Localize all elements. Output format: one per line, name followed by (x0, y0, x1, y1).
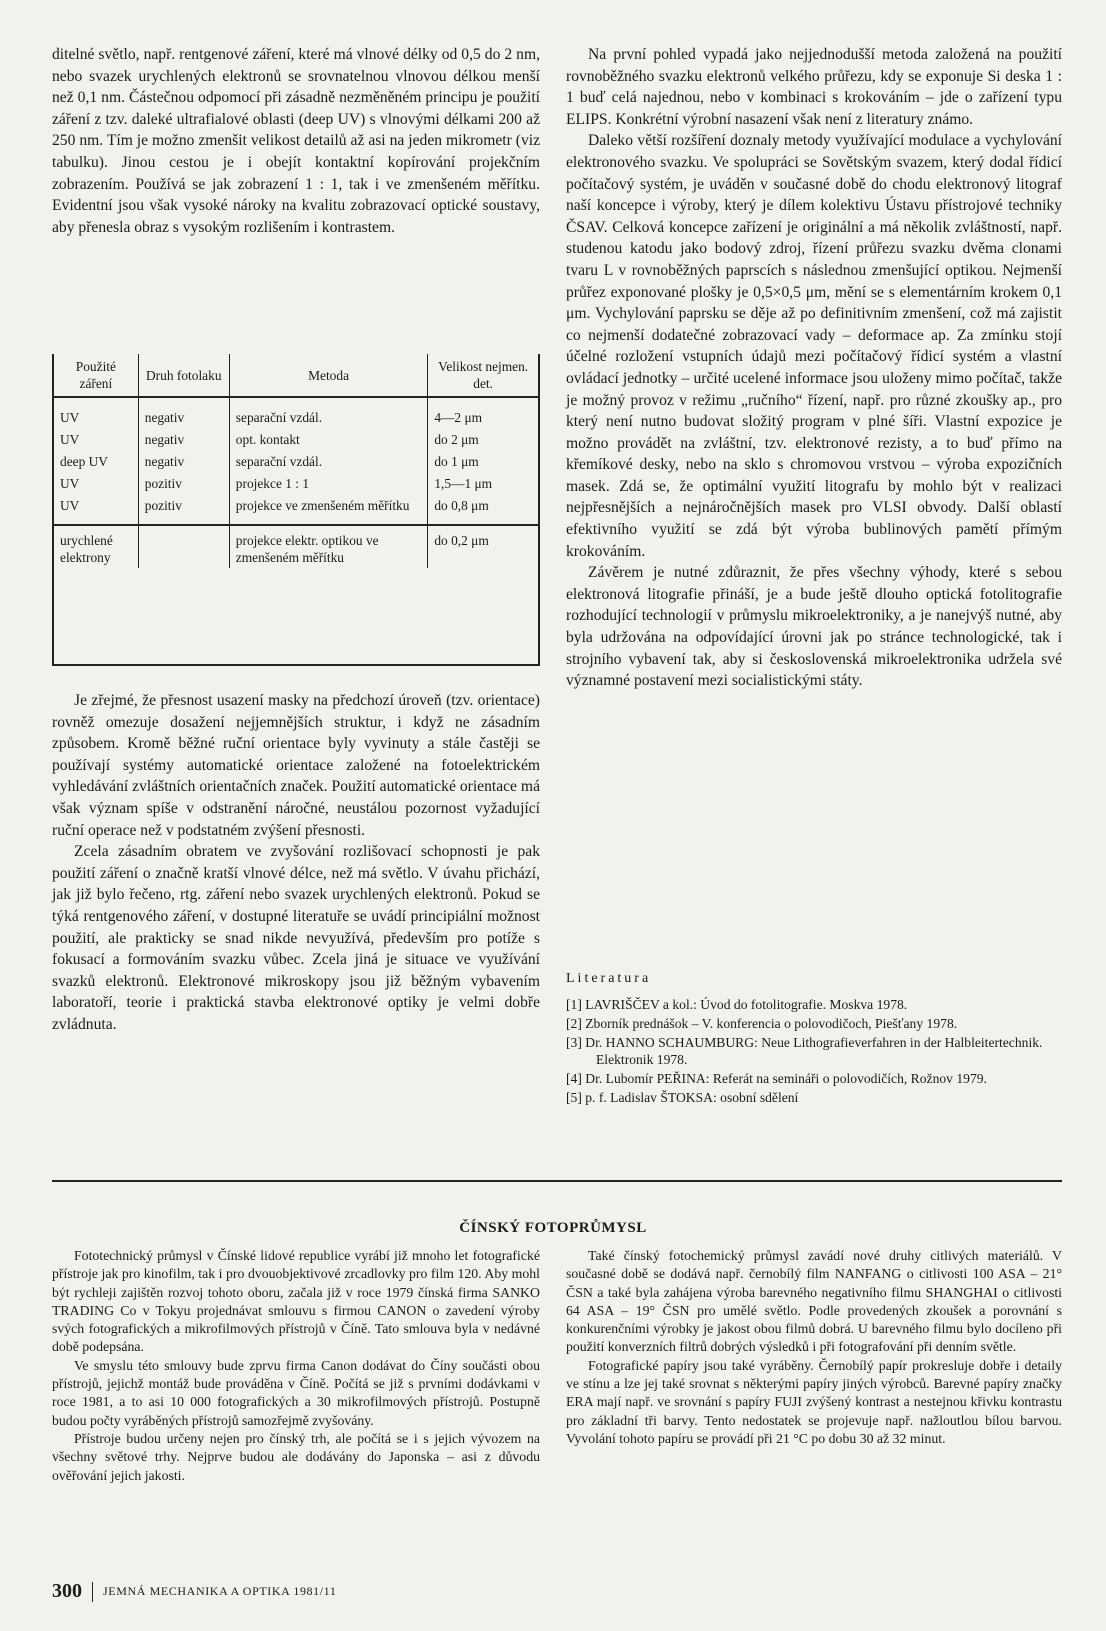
table-cell: pozitiv (138, 472, 229, 494)
article2-column1 (52, 1247, 540, 1485)
table-cell: projekce ve zmenšeném měřítku (229, 494, 428, 516)
article1-column1-bottom (52, 690, 540, 1036)
table-cell: deep UV (54, 450, 138, 472)
table-cell: 4—2 μm (434, 410, 483, 425)
table-cell: projekce 1 : 1 (229, 472, 428, 494)
page-number: 300 (52, 1580, 82, 1602)
table-cell: UV (54, 406, 138, 428)
table-header-cell: Metoda (229, 354, 428, 397)
page-footer (52, 1580, 336, 1603)
table-cell: negativ (138, 406, 229, 428)
literature-heading: Literatura (566, 971, 652, 986)
body-paragraph: Fototechnický průmysl v Čínské lidové republice vyrábí již mnoho let fotografické přístroje jak pro kinofilm, tak i pro dvouobjektivové zrcadlovky pro film 120. Aby mohl být rychleji zajištěn rozvoj tohoto oboru, začala již v roce 1979 čínská firma SANKO TRADING Co v Tokyu projednávat smlouvu s firmou CANON o zavedení výroby svých fotografických a mikrofilmových přístrojů v Číně. Tato smlouva byla v nedávné době podepsána. (52, 1248, 540, 1355)
literature-item: [1] LAVRIŠČEV a kol.: Úvod do fotolitografie. Moskva 1978. (566, 997, 908, 1012)
table-row (54, 428, 538, 450)
table-row (54, 406, 538, 428)
table-cell: UV (54, 428, 138, 450)
body-paragraph: Přístroje budou určeny nejen pro čínský trh, ale počítá se i s jejich vývozem na všechny světové trhy. Nejprve budou ale dodávány do Japonska – asi z důvodu ověřování jejich jakosti. (52, 1430, 540, 1483)
table-cell: UV (54, 494, 138, 516)
table-cell: urychlené elektrony (54, 525, 138, 568)
literature-list (566, 996, 1062, 1108)
literature-item: [4] Dr. Lubomír PEŘINA: Referát na semináři o polovodičích, Rožnov 1979. (566, 1071, 987, 1086)
table-row (54, 472, 538, 494)
table-cell: negativ (138, 428, 229, 450)
table-cell (138, 525, 229, 568)
body-paragraph: Fotografické papíry jsou také vyráběny. Černobílý papír prokresluje dobře i detaily ve stínu a lze jej také srovnat s některými papíry jiných výrobců. Barevné papíry značky ERA mají např. ve srovnání s papíry FUJI zvýšený kontrast a nestejnou křivku kontrastu pro základní tři barvy. Tento nedostatek se projevuje např. nažloutlou bílou barvou. Vyvolání tohoto papíru se provádí při 21 °C po dobu 30 až 32 minut. (566, 1357, 1062, 1446)
literature-item: [3] Dr. HANNO SCHAUMBURG: Neue Lithografieverfahren in der Halbleitertechnik. Elektronik 1978. (566, 1035, 1043, 1067)
article1-column2 (566, 44, 1062, 692)
article2-title: ČÍNSKÝ FOTOPRŮMYSL (459, 1220, 647, 1236)
table-cell: separační vzdál. (229, 406, 428, 428)
table-row (54, 450, 538, 472)
table-cell: do 1 μm (434, 454, 479, 469)
table-header-cell: Použité záření (54, 354, 138, 397)
table-header-cell: Druh fotolaku (138, 354, 229, 397)
table-cell: do 0,2 μm (428, 525, 538, 568)
body-paragraph: Ve smyslu této smlouvy bude zprvu firma Canon dodávat do Číny součásti obou přístrojů, jejichž montáž bude prováděna v Číně. Počítá se již s prvními dodávkami v roce 1981, a to asi 10 000 fotografických a 30 mikrofilmových přístrojů. Postupně budou počty vyráběných přístrojů samozřejmě zvyšovány. (52, 1357, 540, 1428)
article1-column1-top (52, 44, 540, 238)
table-row (54, 494, 538, 516)
table-row (54, 525, 538, 568)
body-paragraph: Zcela zásadním obratem ve zvyšování rozlišovací schopnosti je pak použití záření o značně kratší vlnové délce, než má světlo. V úvahu přichází, jak již bylo řečeno, rtg. záření nebo svazek urychlených elektronů. Pokud se týká rentgenového záření, v dostupné literatuře se uvádí principiální možnost použití, ale prakticky se snad nikde nevyužívá, především pro potíže s fokusací a formováním svazku vůbec. Zcela jiná je situace ve využívání svazků elektronů. Elektronové mikroskopy jsou již běžným vybavením laboratoří, teorie i praktická stavba elektronové optiky je velmi dobře zvládnuta. (52, 843, 540, 1033)
literature-item: [5] p. f. Ladislav ŠTOKSA: osobní sdělení (566, 1090, 799, 1105)
table-header-row (54, 354, 538, 397)
body-paragraph: ditelné světlo, např. rentgenové záření, které má vlnové délky od 0,5 do 2 nm, nebo svazek urychlených elektronů se srovnatelnou vlnovou délkou menší než 0,1 nm. Částečnou odpomocí při zásadně nezměněném principu je použití záření z tzv. daleké ultrafialové oblasti (deep UV) s vlnovými délkami 200 až 250 nm. Tím je možno zmenšit velikost detailů až asi na jeden mikrometr (viz tabulku). Jinou cestou je i obejít kontaktní kopírování projekčním zobrazením. Používá se jak zobrazení 1 : 1, tak i ve zmenšeném měřítku. Evidentní jsou však vysoké nároky na kvalitu zobrazovací optické soustavy, aby přenesla obraz s vysokým rozlišením i kontrastem. (52, 46, 540, 236)
table-cell: 1,5—1 μm (434, 476, 493, 491)
body-paragraph: Daleko větší rozšíření doznaly metody využívající modulace a vychylování elektronového svazku. Ve spolupráci se Sovětským svazem, který dodal řídicí počítačový systém, je uváděn v současné době do chodu elektronový litograf naší koncepce i výroby, který je dílem kolektivu Ústavu přístrojové techniky ČSAV. Celková koncepce zařízení je originální a má několik zvláštností, např. studenou katodu jako bodový zdroj, řízení průřezu svazku dvěma clonami tvaru L v rovnoběžných paprscích s následnou zmenšující optikou. Nejmenší průřez exponované plošky je 0,5×0,5 μm, mění se s elementárním krokem 0,1 μm. Vychylování paprsku se děje až po definitivním zmenšení, což má zajistit co nejmenší dodatečné zobrazovací vady – deformace ap. Za zmínku stojí účelné rozložení vstupních údajů mezi počítačový řídicí systém a vlastní ovládací jednotky – určité ucelené informace jsou uloženy mimo počítač, takže je možný provoz v režimu „ručního“ řízení, např. pro různé zkoušky ap., pro který není nutno budovat složitý program v plné šíři. Vlastní expozice je možno provádět na zvláštní, tzv. elektronové rezisty, a to buď přímo na křemíkové desky, nebo na sklo s chromovou vrstvou – výroba expozičních masek. Zdá se, že optimální využití litografu by mohlo být v realizaci nejpřesnějších a nejnáročnějších masek pro VLSI obvody. Další oblastí efektivního využití se zdá být výroba bublinových pamětí přímým krokováním. (566, 132, 1062, 560)
table-cell: do 2 μm (434, 432, 479, 447)
table-cell: projekce elektr. optikou ve zmenšeném měřítku (229, 525, 428, 568)
table-cell: separační vzdál. (229, 450, 428, 472)
literature-item: [2] Zborník prednášok – V. konferencia o polovodičoch, Piešťany 1978. (566, 1016, 958, 1031)
table-cell: UV (54, 472, 138, 494)
table-cell: opt. kontakt (229, 428, 428, 450)
method-table (52, 354, 540, 666)
table-header-cell: Velikost nejmen. det. (428, 354, 538, 397)
body-paragraph: Na první pohled vypadá jako nejjednodušší metoda založená na použití rovnoběžného svazku elektronů velkého průřezu, kdy se exponuje Si deska 1 : 1 buď celá najednou, nebo v kombinaci s krokováním – jde o zařízení typu ELIPS. Konkrétní výrobní nasazení však není z literatury známo. (566, 46, 1062, 128)
table-cell: pozitiv (138, 494, 229, 516)
body-paragraph: Také čínský fotochemický průmysl zavádí nové druhy citlivých materiálů. V současné době se dodává např. černobílý film NANFANG o citlivosti 100 ASA – 21° ČSN a také byla zahájena výroba barevného negativního filmu SHANGHAI o citlivosti 64 ASA – 19° ČSN pro umělé světlo. Podle provedených zkoušek a porovnání s konkurenčními výrobky je jakost obou filmů dobrá. U barevného filmu bylo docíleno při použití konverzních filtrů dobrých výsledků i při fotografování při denním světle. (566, 1248, 1062, 1355)
journal-name: JEMNÁ MECHANIKA A OPTIKA 1981/11 (103, 1584, 337, 1598)
article2-column2 (566, 1247, 1062, 1448)
section-divider (52, 1180, 1062, 1182)
table-cell: negativ (138, 450, 229, 472)
body-paragraph: Je zřejmé, že přesnost usazení masky na předchozí úroveň (tzv. orientace) rovněž omezuje dosažení nejjemnějších struktur, i když ne zásadním způsobem. Kromě běžné ruční orientace byly vyvinuty a stále častěji se používají systémy automatické orientace založené na fotoelektrickém vyhledávání zvláštních orientačních značek. Použití automatické orientace má však význam spíše v odstranění náročné, neustálou pozornost vyžadující ruční operace než v podstatném zvýšení přesnosti. (52, 692, 540, 839)
table-cell: do 0,8 μm (434, 498, 489, 513)
body-paragraph: Závěrem je nutné zdůraznit, že přes všechny výhody, které s sebou elektronová litografie přináší, je a bude ještě dlouho optická fotolitografie rozhodující technologií v průmyslu mikroelektroniky, a je nanejvýš nutné, aby byla udržována na odpovídající úrovni jak po stránce technologické, tak i strojního vybavení tak, aby si československá mikroelektronika udržela své významné postavení mezi socialistickými státy. (566, 564, 1062, 690)
footer-separator (92, 1582, 93, 1602)
